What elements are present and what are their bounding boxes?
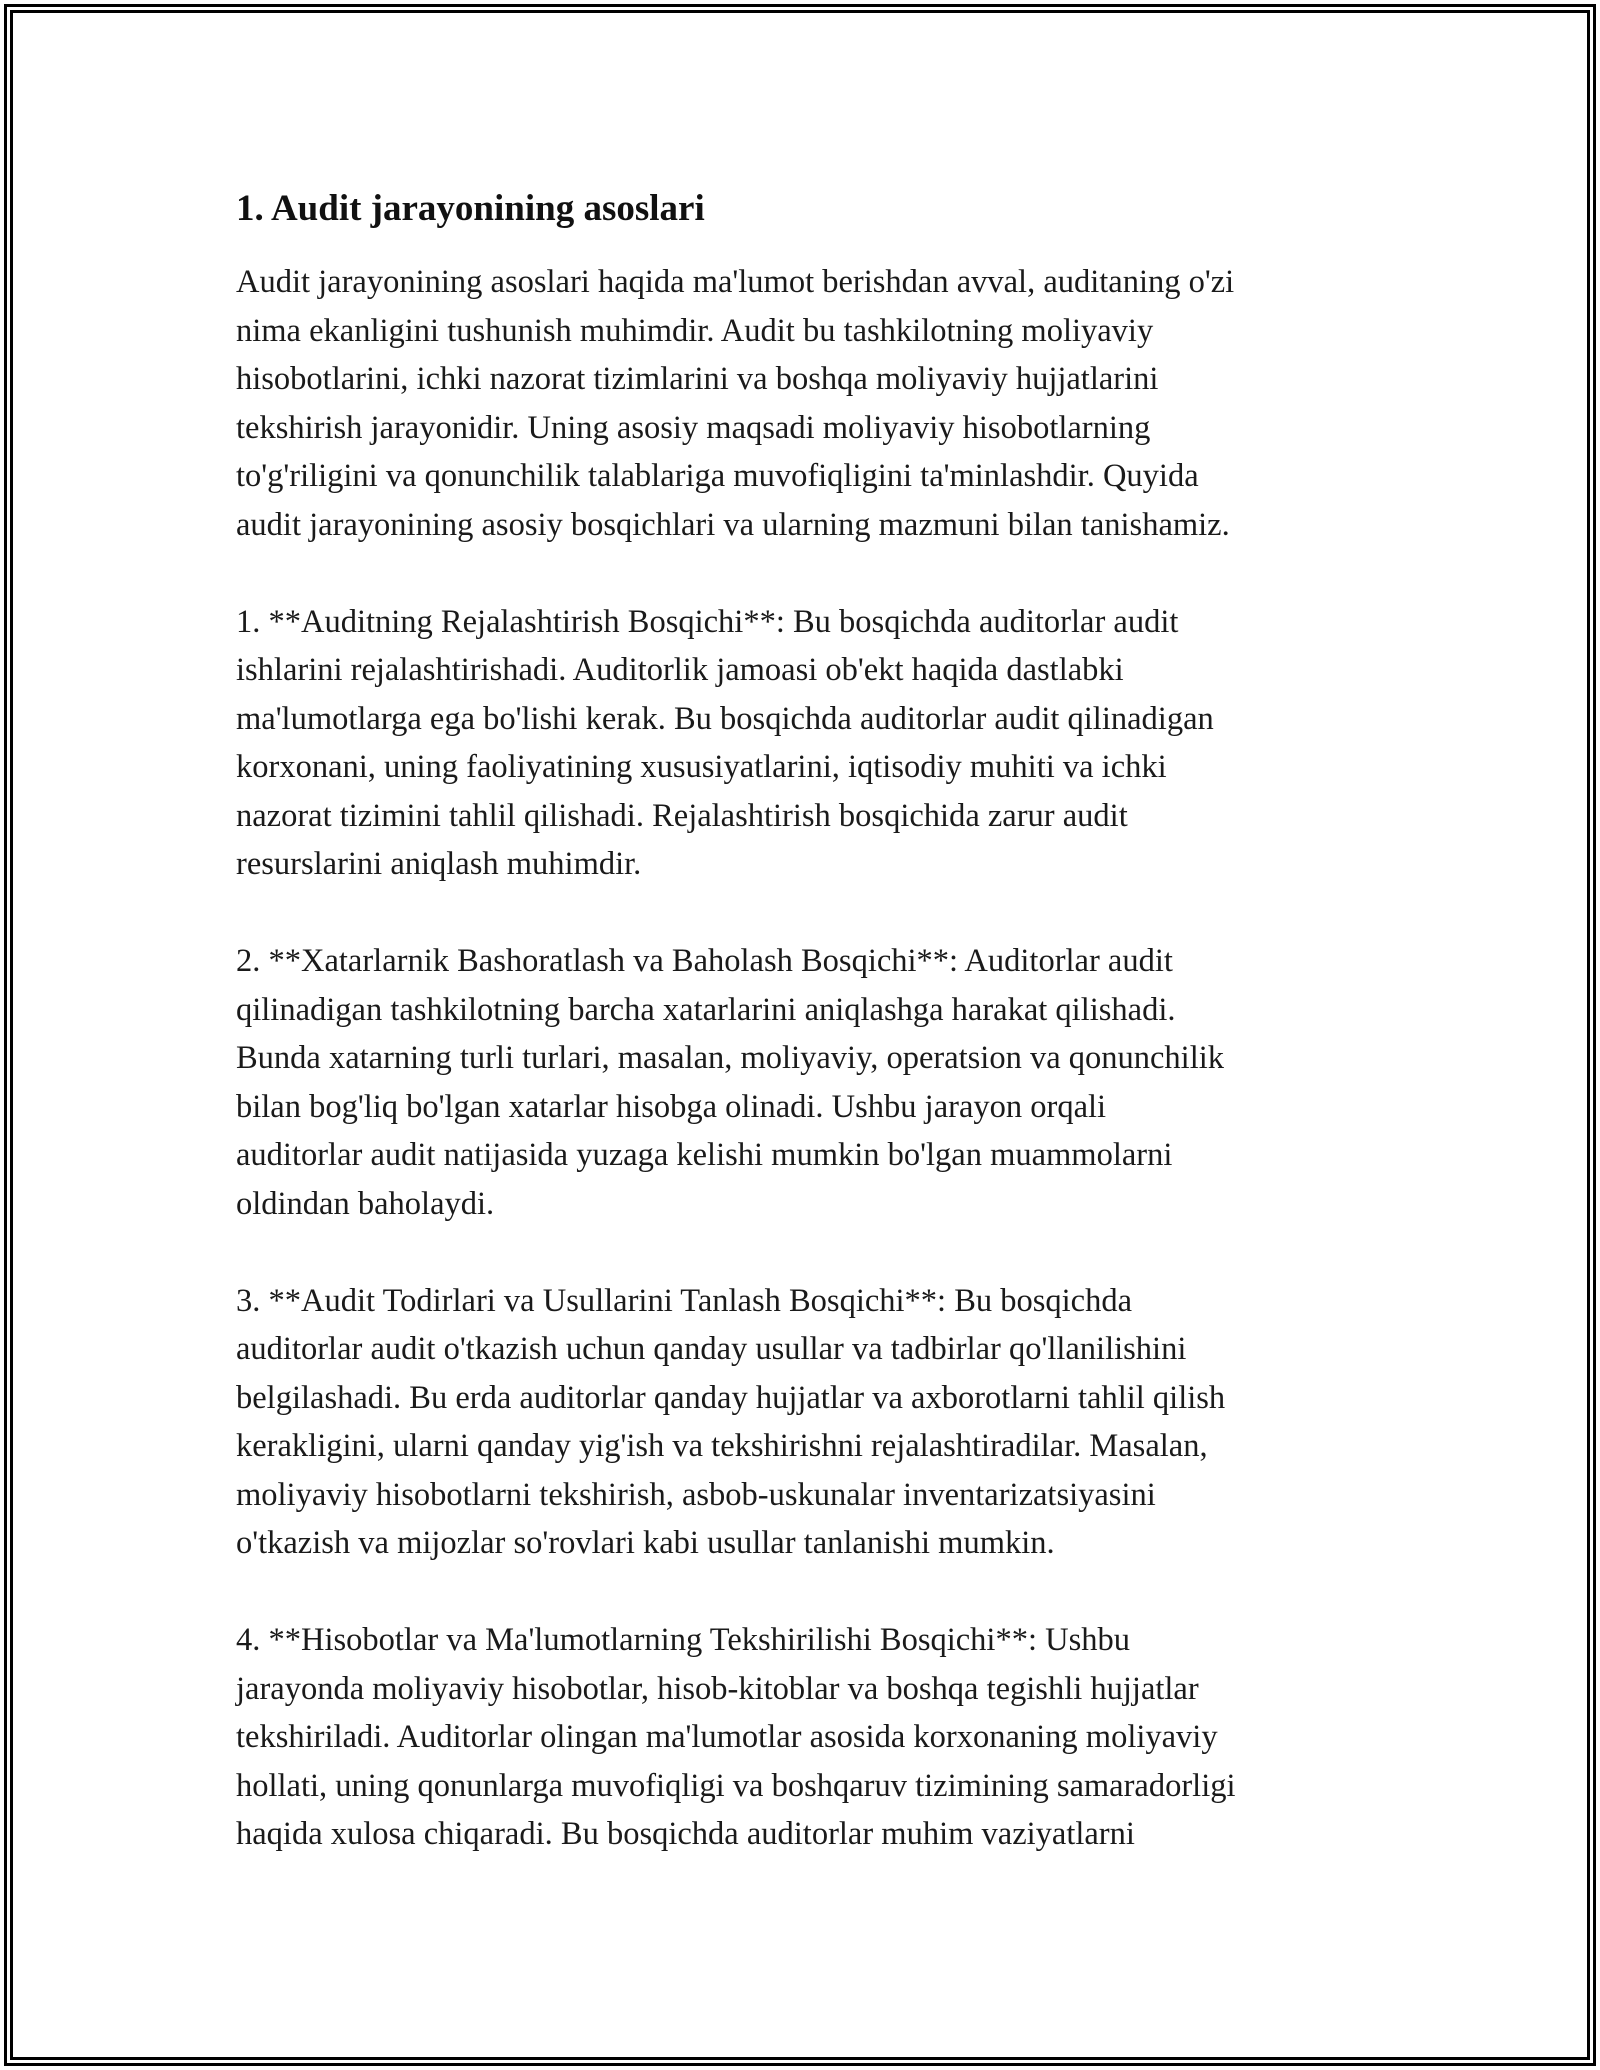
text-line: oldindan baholaydi. (236, 1185, 495, 1222)
stage-4-paragraph (236, 1616, 1376, 1859)
text-line: nima ekanligini tushunish muhimdir. Audit bu tashkilotning moliyaviy (236, 312, 1154, 349)
text-line: qilinadigan tashkilotning barcha xatarlarini aniqlashga harakat qilishadi. (236, 991, 1176, 1028)
stage-2-paragraph (236, 937, 1376, 1228)
text-line: 3. **Audit Todirlari va Usullarini Tanlash Bosqichi**: Bu bosqichda (236, 1282, 1133, 1319)
stage-3-paragraph (236, 1277, 1376, 1568)
text-line: tekshiriladi. Auditorlar olingan ma'lumotlar asosida korxonaning moliyaviy (236, 1719, 1218, 1755)
text-line: auditorlar audit o'tkazish uchun qanday usullar va tadbirlar qo'llanilishini (236, 1331, 1187, 1367)
text-line: kerakligini, ularni qanday yig'ish va tekshirishni rejalashtiradilar. Masalan, (236, 1428, 1208, 1464)
text-line: haqida xulosa chiqaradi. Bu bosqichda auditorlar muhim vaziyatlarni (236, 1816, 1135, 1852)
text-line: hollati, uning qonunlarga muvofiqligi va boshqaruv tizimining samaradorligi (236, 1767, 1236, 1804)
text-line: auditorlar audit natijasida yuzaga kelishi mumkin bo'lgan muammolarni (236, 1137, 1173, 1173)
text-line: 4. **Hisobotlar va Ma'lumotlarning Tekshirilishi Bosqichi**: Ushbu (236, 1622, 1130, 1658)
intro-paragraph (236, 258, 1376, 549)
stage-1-paragraph (236, 598, 1376, 889)
section-heading: 1. Audit jarayonining asoslari (236, 188, 705, 229)
text-line: ma'lumotlarga ega bo'lishi kerak. Bu bosqichda auditorlar audit qilinadigan (236, 700, 1214, 737)
text-line: Audit jarayonining asoslari haqida ma'lumot berishdan avval, auditaning o'zi (236, 264, 1235, 300)
text-line: hisobotlarini, ichki nazorat tizimlarini va boshqa moliyaviy hujjatlarini (236, 361, 1159, 397)
text-line: nazorat tizimini tahlil qilishadi. Rejalashtirish bosqichida zarur audit (236, 797, 1128, 834)
text-line: tekshirish jarayonidir. Uning asosiy maqsadi moliyaviy hisobotlarning (236, 409, 1151, 446)
text-line: bilan bog'liq bo'lgan xatarlar hisobga olinadi. Ushbu jarayon orqali (236, 1088, 1107, 1125)
text-line: moliyaviy hisobotlarni tekshirish, asbob-uskunalar inventarizatsiyasini (236, 1476, 1156, 1513)
text-line: o'tkazish va mijozlar so'rovlari kabi usullar tanlanishi mumkin. (236, 1525, 1055, 1561)
text-line: Bunda xatarning turli turlari, masalan, moliyaviy, operatsion va qonunchilik (236, 1040, 1225, 1076)
text-line: belgilashadi. Bu erda auditorlar qanday hujjatlar va axborotlarni tahlil qilish (236, 1379, 1226, 1416)
text-line: audit jarayonining asosiy bosqichlari va ularning mazmuni bilan tanishamiz. (236, 506, 1230, 543)
text-line: resurslarini aniqlash muhimdir. (236, 846, 642, 882)
text-line: 2. **Xatarlarnik Bashoratlash va Baholash Bosqichi**: Auditorlar audit (236, 943, 1173, 979)
text-line: korxonani, uning faoliyatining xususiyatlarini, iqtisodiy muhiti va ichki (236, 749, 1167, 785)
text-line: to'g'riligini va qonunchilik talablariga muvofiqligini ta'minlashdir. Quyida (236, 458, 1199, 494)
document-body (236, 186, 1376, 1907)
text-line: jarayonda moliyaviy hisobotlar, hisob-kitoblar va boshqa tegishli hujjatlar (236, 1670, 1199, 1707)
text-line: 1. **Auditning Rejalashtirish Bosqichi**: Bu bosqichda auditorlar audit (236, 603, 1179, 640)
text-line: ishlarini rejalashtirishadi. Auditorlik jamoasi ob'ekt haqida dastlabki (236, 652, 1124, 688)
